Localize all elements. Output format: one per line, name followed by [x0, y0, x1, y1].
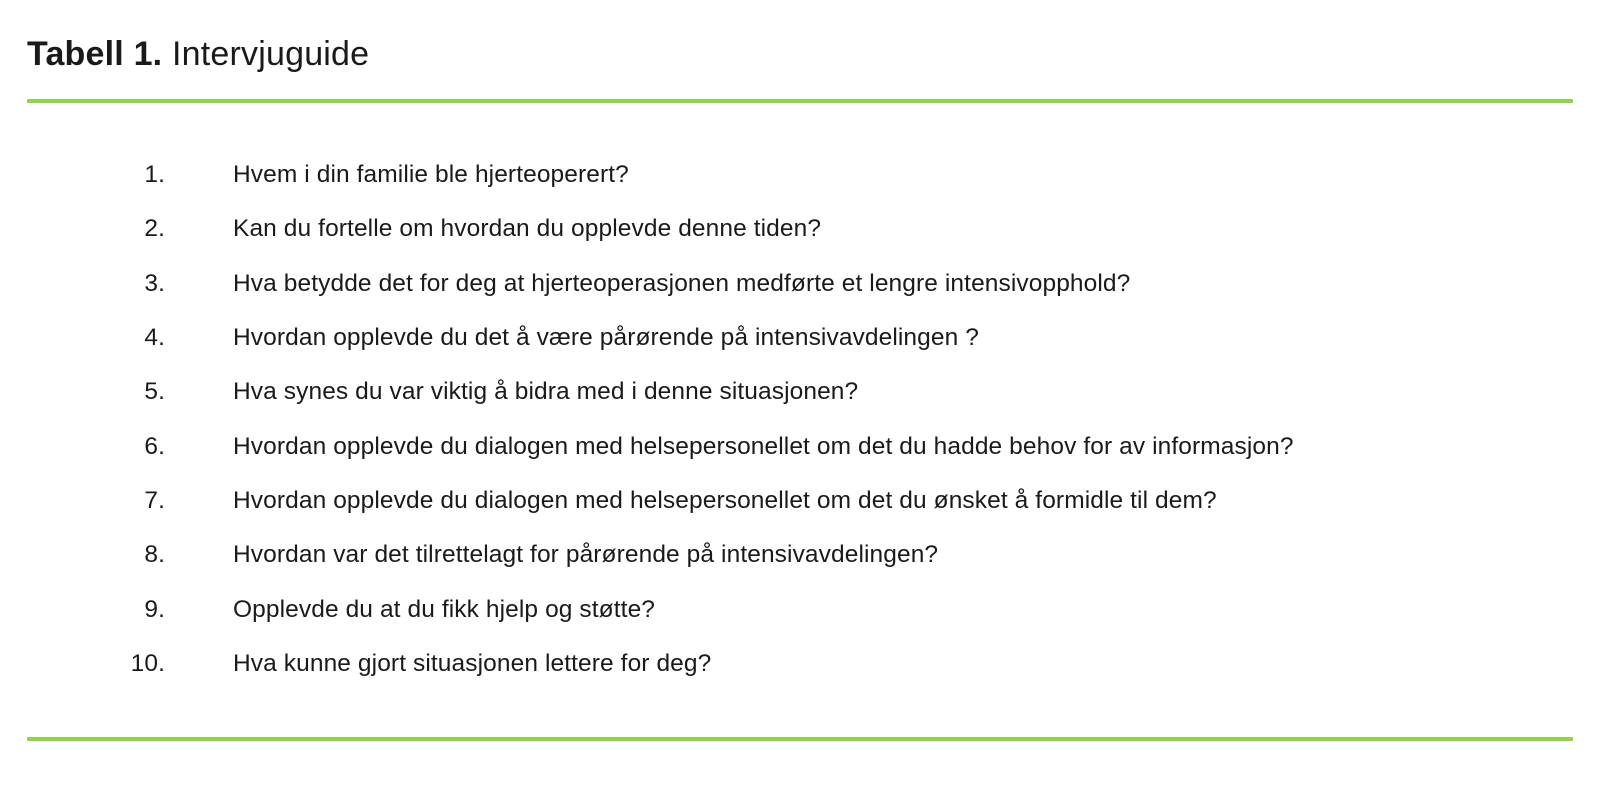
question-text: Kan du fortelle om hvordan du opplevde denne tiden?	[233, 215, 822, 243]
question-number: 7.	[144, 486, 165, 514]
question-row	[0, 202, 1600, 256]
question-row	[0, 419, 1600, 473]
table-title-caption: Intervjuguide	[171, 35, 370, 73]
question-number: 4.	[144, 324, 165, 352]
question-text: Hvem i din familie ble hjerteoperert?	[233, 161, 629, 189]
question-row	[0, 474, 1600, 528]
question-number: 5.	[144, 378, 165, 406]
bottom-divider-rule	[27, 737, 1573, 741]
question-number: 1.	[144, 161, 165, 189]
table-title-text	[172, 35, 369, 73]
question-number: 10.	[130, 649, 165, 677]
question-row	[0, 637, 1600, 691]
question-row	[0, 582, 1600, 636]
question-text: Hvordan var det tilrettelagt for pårørende på intensivavdelingen?	[233, 541, 939, 569]
question-number: 8.	[144, 541, 165, 569]
question-number: 3.	[144, 269, 165, 297]
question-text: Hva synes du var viktig å bidra med i denne situasjonen?	[233, 378, 859, 406]
question-number: 2.	[144, 215, 165, 243]
question-text: Hvordan opplevde du det å være pårørende på intensivavdelingen ?	[233, 324, 979, 352]
question-text: Hva kunne gjort situasjonen lettere for deg?	[233, 649, 712, 677]
question-row	[0, 365, 1600, 419]
question-text: Hvordan opplevde du dialogen med helsepersonellet om det du ønsket å formidle til dem?	[233, 486, 1217, 514]
top-divider-rule	[27, 99, 1573, 103]
question-number: 6.	[144, 432, 165, 460]
question-row	[0, 528, 1600, 582]
question-row	[0, 257, 1600, 311]
question-row	[0, 311, 1600, 365]
question-list	[0, 148, 1600, 691]
question-text: Hvordan opplevde du dialogen med helsepersonellet om det du hadde behov for av informasjon?	[233, 432, 1294, 460]
table-title-label: Tabell 1.	[27, 35, 163, 73]
question-row	[0, 148, 1600, 202]
question-number: 9.	[144, 595, 165, 623]
table-title	[27, 34, 369, 75]
question-text: Opplevde du at du fikk hjelp og støtte?	[233, 595, 656, 623]
question-text: Hva betydde det for deg at hjerteoperasjonen medførte et lengre intensivopphold?	[233, 269, 1131, 297]
